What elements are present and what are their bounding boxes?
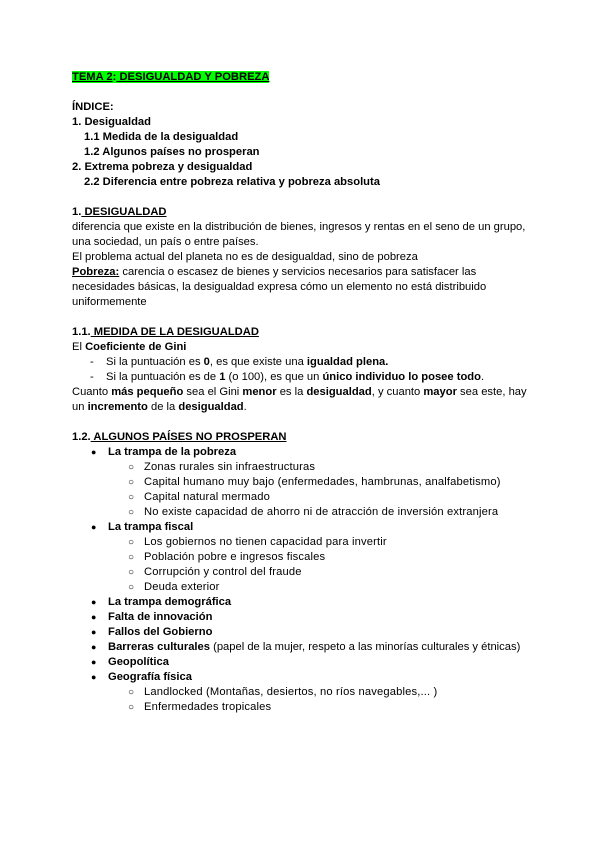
- document-page: [72, 70, 542, 715]
- subbullet-marker: ○: [128, 462, 135, 473]
- title-prefix: TEMA 2: [72, 71, 113, 83]
- sub-item: [72, 475, 542, 490]
- bullet-marker: ●: [91, 642, 97, 652]
- section-1-1-number: 1.1.: [72, 326, 91, 338]
- subbullet-marker: ○: [128, 567, 135, 578]
- gini-conclusion: [72, 385, 542, 415]
- bullet-marker: ●: [91, 597, 97, 607]
- pobreza-text: carencia o escasez de bienes y servicios necesarios para satisfacer las necesidades básicas, la desigualdad expresa cómo un elemento no está distribuido uniformemente: [72, 266, 487, 308]
- sub-item: [72, 490, 542, 505]
- gini-1-period: .: [480, 371, 485, 383]
- sub-item-text: Capital humano muy bajo (enfermedades, hambrunas, analfabetismo): [144, 476, 501, 488]
- subbullet-marker: ○: [128, 492, 135, 503]
- concl-g: , y cuanto: [371, 386, 424, 398]
- gini-0-bold: igualdad plena.: [306, 356, 389, 368]
- title-colon: :: [112, 71, 117, 83]
- geografia-label: Geografía física: [108, 671, 192, 683]
- concl-j: incremento: [87, 401, 148, 413]
- sub-item-text: Los gobiernos no tienen capacidad para invertir: [144, 536, 387, 548]
- concl-e: es la: [276, 386, 307, 398]
- gini-intro-pre: El: [72, 341, 86, 353]
- concl-d: menor: [242, 386, 277, 398]
- list-item-geografia: [72, 670, 542, 685]
- gini-1-value: 1: [219, 371, 226, 383]
- concl-m: .: [243, 401, 247, 413]
- index-item-2-2: 2.2 Diferencia entre pobreza relativa y pobreza absoluta: [84, 176, 380, 188]
- page-title: [72, 70, 542, 85]
- title-rest: DESIGUALDAD Y POBREZA: [116, 71, 270, 83]
- gini-point-0: [72, 355, 542, 370]
- trampa-pobreza-label: La trampa de la pobreza: [108, 446, 237, 458]
- list-item-geopolitica: [72, 655, 542, 670]
- dash-marker: -: [90, 356, 94, 368]
- subbullet-marker: ○: [128, 477, 135, 488]
- gini-1-text-a: Si la puntuación es de: [106, 371, 220, 383]
- section-1-2-number: 1.2.: [72, 431, 91, 443]
- index-item-1-2: 1.2 Algunos países no prosperan: [84, 146, 260, 158]
- sub-item: [72, 505, 542, 520]
- sub-item-text: Landlocked (Montañas, desiertos, no ríos navegables,... ): [144, 686, 438, 698]
- barreras-text: (papel de la mujer, respeto a las minorías culturales y étnicas): [210, 641, 521, 653]
- sub-item: [72, 565, 542, 580]
- trampa-fiscal-label: La trampa fiscal: [108, 521, 194, 533]
- sub-item-text: Deuda exterior: [144, 581, 220, 593]
- sub-item-text: Capital natural mermado: [144, 491, 270, 503]
- list-item-demografica: [72, 595, 542, 610]
- concl-b: más pequeño: [111, 386, 184, 398]
- gini-0-text-a: Si la puntuación es: [106, 356, 204, 368]
- geopolitica-label: Geopolítica: [108, 656, 169, 668]
- section-1-number: 1.: [72, 206, 82, 218]
- subbullet-marker: ○: [128, 552, 135, 563]
- section-1-1-title: MEDIDA DE LA DESIGUALDAD: [90, 326, 259, 338]
- section-1-2-heading: [72, 430, 542, 445]
- bullet-marker: ●: [91, 447, 97, 457]
- concl-l: desigualdad: [178, 401, 244, 413]
- index-heading: ÍNDICE:: [72, 101, 114, 113]
- sub-item: [72, 535, 542, 550]
- bullet-marker: ●: [91, 672, 97, 682]
- list-item-innovacion: [72, 610, 542, 625]
- sub-item: [72, 460, 542, 475]
- subbullet-marker: ○: [128, 507, 135, 518]
- list-item-barreras: [72, 640, 542, 655]
- section-1-title: DESIGUALDAD: [81, 206, 167, 218]
- sub-item-text: Enfermedades tropicales: [144, 701, 272, 713]
- sub-item: [72, 580, 542, 595]
- section-1-2-title: ALGUNOS PAÍSES NO PROSPERAN: [90, 431, 287, 443]
- barreras-label: Barreras culturales: [108, 641, 210, 653]
- gini-point-1: [72, 370, 542, 385]
- sub-item-text: Corrupción y control del fraude: [144, 566, 302, 578]
- gini-intro: [72, 340, 542, 355]
- index-item-1-1: 1.1 Medida de la desigualdad: [84, 131, 239, 143]
- index-item-1: 1. Desigualdad: [72, 116, 151, 128]
- section-1-heading: [72, 205, 542, 220]
- gobierno-label: Fallos del Gobierno: [108, 626, 213, 638]
- sub-item: [72, 550, 542, 565]
- gini-intro-bold: Coeficiente de Gini: [85, 341, 187, 353]
- section-1-pobreza: [72, 265, 542, 310]
- subbullet-marker: ○: [128, 687, 135, 698]
- bullet-marker: ●: [91, 657, 97, 667]
- concl-h: mayor: [423, 386, 457, 398]
- list-item-trampa-fiscal: [72, 520, 542, 535]
- concl-a: Cuanto: [72, 386, 112, 398]
- subbullet-marker: ○: [128, 537, 135, 548]
- list-item-gobierno: [72, 625, 542, 640]
- subbullet-marker: ○: [128, 702, 135, 713]
- concl-c: sea el Gini: [183, 386, 243, 398]
- bullet-marker: ●: [91, 627, 97, 637]
- gini-1-bold: único individuo lo posee todo: [322, 371, 481, 383]
- gini-1-text-c: (o 100), es que un: [225, 371, 323, 383]
- innovacion-label: Falta de innovación: [108, 611, 213, 623]
- pobreza-label: Pobreza:: [72, 266, 120, 278]
- section-1-definition: diferencia que existe en la distribución de bienes, ingresos y rentas en el seno de un grupo, una sociedad, un país o entre países.: [72, 221, 526, 248]
- section-1-1-heading: [72, 325, 542, 340]
- sub-item-text: Población pobre e ingresos fiscales: [144, 551, 326, 563]
- sub-item: [72, 700, 542, 715]
- concl-k: de la: [147, 401, 179, 413]
- section-1-problem: El problema actual del planeta no es de desigualdad, sino de pobreza: [72, 251, 418, 263]
- concl-i: sea este, hay un: [72, 386, 527, 413]
- demografica-label: La trampa demográfica: [108, 596, 232, 608]
- subbullet-marker: ○: [128, 582, 135, 593]
- bullet-marker: ●: [91, 522, 97, 532]
- concl-f: desigualdad: [306, 386, 372, 398]
- index-item-2: 2. Extrema pobreza y desigualdad: [72, 161, 253, 173]
- sub-item-text: No existe capacidad de ahorro ni de atracción de inversión extranjera: [144, 506, 499, 518]
- sub-item: [72, 685, 542, 700]
- sub-item-text: Zonas rurales sin infraestructuras: [144, 461, 316, 473]
- dash-marker: -: [90, 371, 94, 383]
- gini-0-value: 0: [203, 356, 210, 368]
- list-item-trampa-pobreza: [72, 445, 542, 460]
- gini-0-text-c: , es que existe una: [209, 356, 307, 368]
- bullet-marker: ●: [91, 612, 97, 622]
